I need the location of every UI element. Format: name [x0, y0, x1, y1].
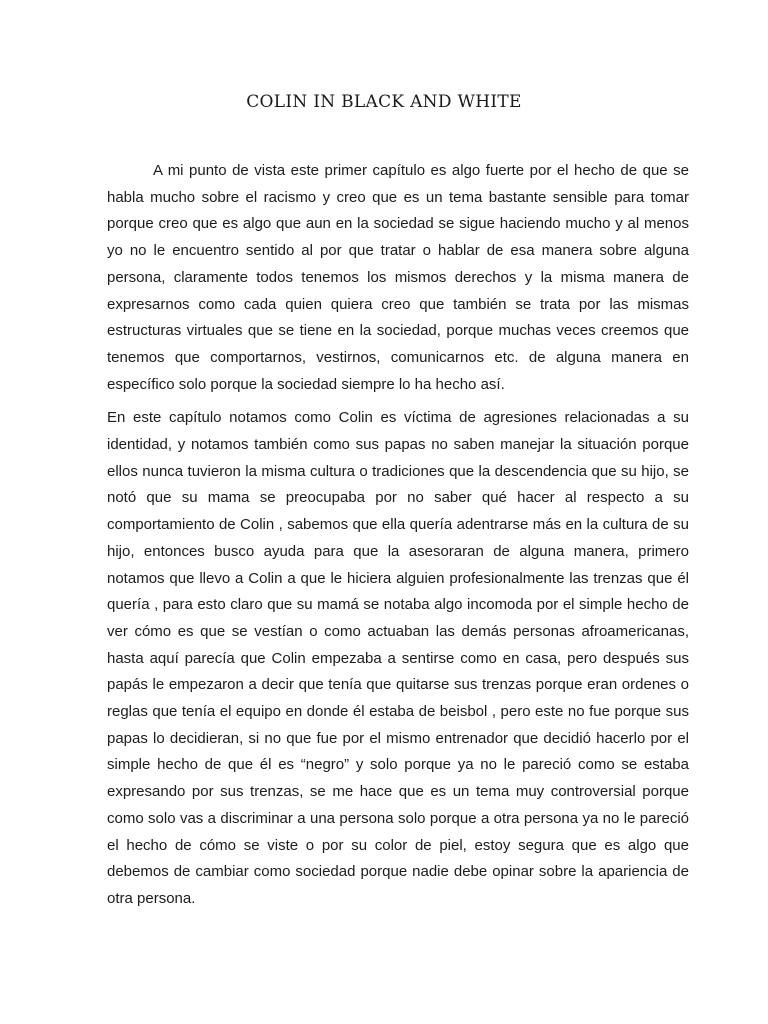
document-body [107, 158, 689, 913]
paragraph-1: A mi punto de vista este primer capítulo es algo fuerte por el hecho de que se habla mucho sobre el racismo y creo que es un tema bastante sensible para tomar porque creo que es algo que aun en la sociedad se sigue haciendo mucho y al menos yo no le encuentro sentido al por que tratar o hablar de esa manera sobre alguna persona, claramente todos tenemos los mismos derechos y la misma manera de expresarnos como cada quien quiera creo que también se trata por las mismas estructuras virtuales que se tiene en la sociedad, porque muchas veces creemos que tenemos que comportarnos, vestirnos, comunicarnos etc. de alguna manera en específico solo porque la sociedad siempre lo ha hecho así. [107, 162, 689, 393]
paragraph-2: En este capítulo notamos como Colin es víctima de agresiones relacionadas a su identidad, y notamos también como sus papas no saben manejar la situación porque ellos nunca tuvieron la misma cultura o tradiciones que la descendencia que su hijo, se notó que su mama se preocupaba por no saber qué hacer al respecto a su comportamiento de Colin , sabemos que ella quería adentrarse más en la cultura de su hijo, entonces busco ayuda para que la asesoraran de alguna manera, primero notamos que llevo a Colin a que le hiciera alguien profesionalmente las trenzas que él quería , para esto claro que su mamá se notaba algo incomoda por el simple hecho de ver cómo es que se vestían o como actuaban las demás personas afroamericanas, hasta aquí parecía que Colin empezaba a sentirse como en casa, pero después sus papás le empezaron a decir que tenía que quitarse sus trenzas porque eran ordenes o reglas que tenía el equipo en donde él estaba de beisbol , pero este no fue porque sus papas lo decidieran, si no que fue por el mismo entrenador que decidió hacerlo por el simple hecho de que él es “negro” y solo porque ya no le pareció como se estaba expresando por sus trenzas, se me hace que es un tema muy controversial porque como solo vas a discriminar a una persona solo porque a otra persona ya no le pareció el hecho de cómo se viste o por su color de piel, estoy segura que es algo que debemos de cambiar como sociedad porque nadie debe opinar sobre la apariencia de otra persona. [107, 409, 689, 907]
document-title: COLIN IN BLACK AND WHITE [246, 92, 522, 112]
